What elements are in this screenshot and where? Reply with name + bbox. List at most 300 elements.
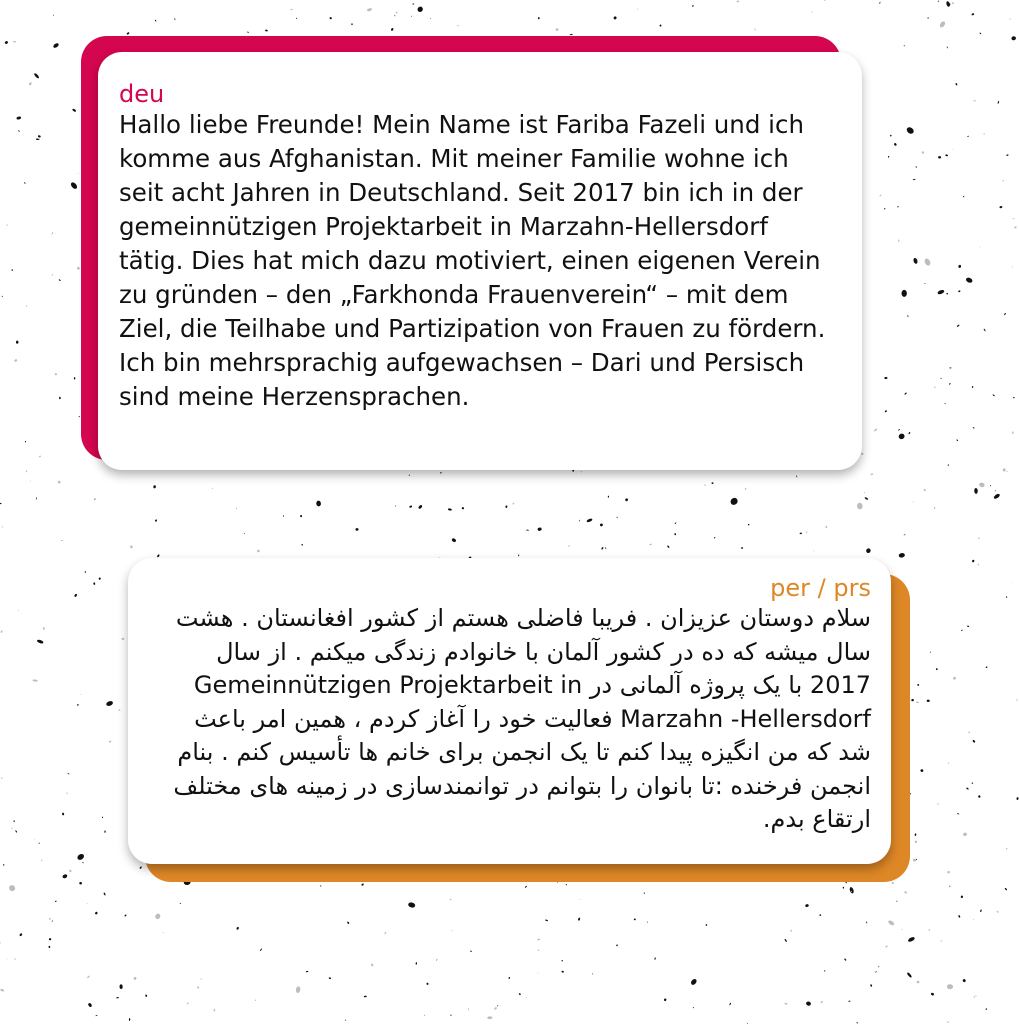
speckle <box>692 5 694 7</box>
speckle <box>25 441 26 443</box>
speckle <box>916 980 920 984</box>
speckle <box>14 958 16 960</box>
speckle <box>26 470 28 473</box>
speckle <box>48 946 50 949</box>
speckle <box>870 984 873 987</box>
speckle <box>244 533 245 534</box>
speckle <box>371 963 374 966</box>
speckle <box>129 1018 130 1021</box>
speckle <box>62 874 68 879</box>
speckle <box>946 293 948 295</box>
speckle <box>952 149 954 150</box>
speckle <box>811 11 812 13</box>
speckle <box>878 966 879 968</box>
speckle <box>461 507 464 510</box>
speckle <box>36 639 43 644</box>
speckle <box>43 627 45 630</box>
speckle <box>200 978 202 980</box>
speckle <box>674 522 676 524</box>
speckle <box>109 741 112 743</box>
speckle <box>6 958 7 959</box>
speckle <box>505 505 508 508</box>
speckle <box>236 927 239 931</box>
speckle <box>61 541 62 542</box>
speckle <box>805 904 809 908</box>
speckle <box>51 232 53 235</box>
speckle <box>59 397 61 400</box>
speckle <box>704 484 706 486</box>
speckle <box>923 258 931 267</box>
speckle <box>69 869 72 872</box>
speckle <box>78 173 79 174</box>
speckle <box>487 1016 492 1019</box>
speckle <box>957 324 960 327</box>
speckle <box>412 3 414 5</box>
speckle <box>77 704 79 706</box>
speckle <box>884 377 887 380</box>
speckle <box>296 18 297 19</box>
german-card <box>98 52 862 470</box>
speckle <box>95 1015 97 1017</box>
speckle <box>98 577 101 580</box>
speckle <box>924 489 926 491</box>
speckle <box>0 503 2 505</box>
speckle <box>913 179 916 181</box>
speckle <box>94 498 95 500</box>
speckle <box>497 1005 498 1006</box>
speckle <box>902 290 907 297</box>
speckle <box>866 921 868 923</box>
speckle <box>0 988 4 991</box>
speckle <box>729 496 739 506</box>
speckle <box>985 1008 987 1010</box>
speckle <box>898 433 906 440</box>
speckle <box>58 279 60 281</box>
speckle <box>944 403 945 404</box>
speckle <box>963 196 965 198</box>
speckle <box>978 563 980 565</box>
speckle <box>2 526 3 528</box>
speckle <box>70 181 79 190</box>
speckle <box>163 932 165 933</box>
speckle <box>934 507 935 508</box>
speckle <box>978 795 981 798</box>
speckle <box>637 8 638 10</box>
speckle <box>283 515 285 517</box>
speckle <box>875 971 877 973</box>
speckle <box>411 16 412 17</box>
speckle <box>865 548 871 554</box>
speckle <box>561 960 563 962</box>
speckle <box>796 475 798 477</box>
speckle <box>52 42 59 48</box>
speckle <box>155 19 157 21</box>
speckle <box>568 545 570 547</box>
speckle <box>1 777 3 779</box>
speckle <box>625 498 629 502</box>
speckle <box>711 482 713 484</box>
speckle <box>616 944 618 946</box>
speckle <box>80 694 81 695</box>
speckle <box>526 529 529 530</box>
speckle <box>236 508 237 509</box>
speckle <box>915 833 917 836</box>
speckle <box>426 983 428 986</box>
speckle <box>320 885 321 887</box>
speckle <box>1012 266 1013 267</box>
speckle <box>36 138 40 140</box>
speckle <box>930 652 931 653</box>
speckle <box>103 892 106 895</box>
speckle <box>934 386 935 389</box>
speckle <box>174 18 176 20</box>
speckle <box>979 246 980 247</box>
speckle <box>958 265 961 268</box>
speckle <box>104 831 105 833</box>
speckle <box>674 533 676 536</box>
speckle <box>744 488 746 491</box>
speckle <box>992 394 995 396</box>
speckle <box>76 853 85 861</box>
speckle <box>409 474 410 475</box>
speckle <box>967 625 969 627</box>
speckle <box>14 359 18 363</box>
speckle <box>972 740 975 744</box>
speckle <box>605 547 606 549</box>
speckle <box>729 1003 731 1006</box>
speckle <box>705 924 707 926</box>
speckle <box>948 762 950 764</box>
speckle <box>949 886 950 887</box>
speckle <box>974 488 978 494</box>
speckle <box>33 73 39 79</box>
speckle <box>424 1015 425 1016</box>
speckle <box>440 472 442 474</box>
speckle <box>861 452 864 455</box>
speckle <box>11 269 13 271</box>
speckle <box>102 817 103 819</box>
speckle <box>927 699 930 702</box>
speckle <box>126 32 129 35</box>
speckle <box>316 500 321 506</box>
speckle <box>518 554 520 556</box>
speckle <box>79 882 82 885</box>
speckle <box>939 20 946 28</box>
speckle <box>844 958 847 961</box>
speckle <box>145 994 147 997</box>
speckle <box>973 427 975 429</box>
speckle <box>30 480 31 481</box>
speckle <box>956 439 958 441</box>
persian-intro-text: سلام دوستان عزیزان . فریبا فاضلی هستم از کشور افغانستان . هشت سال میشه که ده در کشور آلمان با خانوادم زندگی میکنم . از سال 2017 با یک پروژه آلمانی در Gemeinnützigen Projektarbeit in Marzahn -Hellersdorf فعالیت خود را آغاز کردم ، همین امر باعث شد که من انگیزه پیدا کنم تا یک انجمن برای خانم ها تأسیس کنم . بنام انجمن فرخنده :تا بانوان را بتوانم در توانمندسازی در زمینه های مختلف ارتقاع بدم. <box>173 604 871 833</box>
speckle <box>88 1002 93 1007</box>
speckle <box>957 813 960 815</box>
speckle <box>927 17 929 19</box>
speckle <box>13 821 15 822</box>
speckle <box>972 386 974 388</box>
speckle <box>119 984 122 989</box>
speckle <box>784 939 787 943</box>
speckle <box>306 971 309 973</box>
speckle <box>265 29 268 31</box>
speckle <box>130 545 133 549</box>
speckle <box>11 827 12 829</box>
speckle <box>912 858 916 862</box>
speckle <box>1012 582 1013 583</box>
speckle <box>26 305 28 307</box>
speckle <box>898 239 899 242</box>
speckle <box>824 0 826 1</box>
speckle <box>947 46 948 48</box>
speckle <box>255 999 256 1001</box>
speckle <box>62 812 65 815</box>
speckle <box>395 11 397 13</box>
speckle <box>962 979 966 983</box>
speckle <box>537 527 542 531</box>
speckle <box>599 523 603 527</box>
speckle <box>32 679 37 682</box>
speckle <box>857 502 863 509</box>
speckle <box>468 1008 469 1011</box>
speckle <box>436 959 437 960</box>
speckle <box>966 787 969 790</box>
speckle <box>260 948 263 951</box>
speckle <box>408 902 416 909</box>
speckle <box>644 892 646 894</box>
speckle <box>4 40 8 44</box>
speckle <box>806 1001 812 1006</box>
language-code-deu: deu <box>119 80 165 108</box>
speckle <box>41 859 42 861</box>
speckle <box>55 373 57 376</box>
german-intro-text: Hallo liebe Freunde! Mein Name ist Fariba Fazeli und ich komme aus Afghanistan. Mit meiner Familie wohne ich seit acht Jahren in Deutschland. Seit 2017 bin ich in der gemeinnützigen Projektarbeit in Marzahn-Hellersdorf tätig. Dies hat mich dazu motiviert, einen eigenen Verein zu gründen – den „Farkhonda Frauenverein“ – mit dem Ziel, die Teilhabe und Partizipation von Frauen zu fördern. Ich bin mehrsprachig aufgewachsen – Dari und Persisch sind meine Herzensprachen. <box>119 110 826 411</box>
speckle <box>938 156 941 159</box>
speckle <box>616 517 617 519</box>
speckle <box>898 553 905 559</box>
speckle <box>0 942 1 944</box>
speckle <box>537 972 538 973</box>
speckle <box>3 864 5 866</box>
speckle <box>367 8 373 12</box>
speckle <box>924 283 925 284</box>
speckle <box>690 978 698 986</box>
speckle <box>78 416 80 418</box>
speckle <box>15 830 17 833</box>
speckle <box>430 18 431 19</box>
speckle <box>257 549 261 552</box>
speckle <box>19 933 22 937</box>
speckle <box>995 490 996 491</box>
speckle <box>586 518 593 523</box>
speckle <box>418 504 423 509</box>
speckle <box>754 28 756 31</box>
speckle <box>180 903 182 904</box>
speckle <box>74 593 78 597</box>
speckle <box>565 884 567 886</box>
speckle <box>1006 596 1008 598</box>
speckle <box>49 917 51 920</box>
speckle <box>1012 431 1014 434</box>
speckle <box>601 547 604 550</box>
speckle <box>450 1014 452 1016</box>
speckle <box>963 832 968 836</box>
speckle <box>24 182 26 184</box>
speckle <box>116 997 119 999</box>
speckle <box>121 638 124 640</box>
speckle <box>67 773 69 775</box>
speckle <box>945 154 948 156</box>
speckle <box>1006 154 1009 156</box>
speckle <box>0 630 3 633</box>
speckle <box>355 528 358 531</box>
speckle <box>1017 699 1018 701</box>
speckle <box>579 520 580 522</box>
speckle <box>416 6 424 14</box>
speckle <box>997 101 999 104</box>
speckle <box>805 531 807 533</box>
speckle <box>82 862 84 864</box>
speckle <box>85 571 86 573</box>
speckle <box>874 428 878 432</box>
speckle <box>947 1021 950 1023</box>
speckle <box>1004 313 1006 316</box>
speckle <box>154 913 161 920</box>
speckle <box>416 962 418 965</box>
speckle <box>364 996 367 998</box>
speckle <box>1006 848 1007 849</box>
speckle <box>949 383 951 385</box>
speckle <box>451 538 456 543</box>
speckle <box>72 108 77 112</box>
speckle <box>384 932 386 935</box>
speckle <box>667 545 670 548</box>
speckle <box>904 392 907 395</box>
speckle <box>938 0 940 2</box>
speckle <box>904 891 907 894</box>
speckle <box>581 471 582 473</box>
speckle <box>450 898 452 900</box>
speckle <box>990 485 991 487</box>
speckle <box>664 998 667 1001</box>
speckle <box>985 666 987 668</box>
speckle <box>948 3 950 5</box>
speckle <box>76 266 80 270</box>
speckle <box>1003 468 1006 471</box>
speckle <box>905 126 915 135</box>
speckle <box>1011 36 1017 41</box>
speckle <box>579 899 580 900</box>
speckle <box>13 41 16 43</box>
speckle <box>937 803 938 805</box>
speckle <box>395 505 396 506</box>
speckle <box>457 25 460 26</box>
speckle <box>999 206 1002 209</box>
speckle <box>391 28 394 32</box>
speckle <box>647 921 648 922</box>
speckle <box>1014 226 1017 228</box>
speckle <box>95 911 98 915</box>
speckle <box>955 83 958 86</box>
speckle <box>928 929 930 931</box>
speckle <box>974 996 976 998</box>
speckle <box>345 1020 346 1021</box>
speckle <box>6 224 9 225</box>
speckle <box>978 538 979 539</box>
speckle <box>887 920 894 927</box>
speckle <box>813 550 814 551</box>
speckle <box>34 839 35 840</box>
speckle <box>1009 18 1011 19</box>
speckle <box>28 82 32 86</box>
speckle <box>819 914 821 916</box>
speckle <box>879 194 881 196</box>
speckle <box>329 977 332 979</box>
speckle <box>885 945 888 948</box>
speckle <box>958 290 961 292</box>
speckle <box>118 709 120 711</box>
speckle <box>87 975 90 978</box>
speckle <box>361 883 364 886</box>
speckle <box>907 936 915 943</box>
speckle <box>578 917 581 921</box>
speckle <box>295 986 300 993</box>
speckle <box>525 886 528 889</box>
speckle <box>958 915 961 918</box>
speckle <box>49 938 52 941</box>
speckle <box>894 143 898 147</box>
speckle <box>1004 888 1007 891</box>
speckle <box>494 1007 498 1010</box>
speckle <box>613 16 617 20</box>
speckle <box>993 493 1001 500</box>
speckle <box>825 525 827 528</box>
speckle <box>133 977 136 981</box>
speckle <box>247 31 249 32</box>
speckle <box>884 208 885 210</box>
speckle <box>1002 180 1004 182</box>
speckle <box>592 973 593 974</box>
speckle <box>512 502 514 504</box>
speckle <box>940 940 942 942</box>
speckle <box>790 930 792 932</box>
speckle <box>347 921 350 924</box>
speckle <box>1006 471 1008 473</box>
speckle <box>904 534 906 535</box>
speckle <box>948 464 950 466</box>
speckle <box>967 136 969 138</box>
speckle <box>87 903 88 905</box>
speckle <box>898 429 900 431</box>
speckle <box>545 919 548 921</box>
speckle <box>965 277 973 284</box>
speckle <box>952 2 955 5</box>
speckle <box>212 488 214 490</box>
speckle <box>155 519 158 522</box>
speckle <box>197 986 200 989</box>
speckle <box>508 977 510 979</box>
speckle <box>921 151 924 154</box>
speckle <box>538 17 541 20</box>
speckle <box>39 455 42 457</box>
speckle <box>519 993 522 995</box>
speckle <box>741 547 744 549</box>
speckle <box>953 676 957 680</box>
speckle <box>940 378 942 379</box>
speckle <box>409 505 413 508</box>
speckle <box>947 984 954 990</box>
speckle <box>972 559 975 562</box>
speckle <box>983 328 986 331</box>
